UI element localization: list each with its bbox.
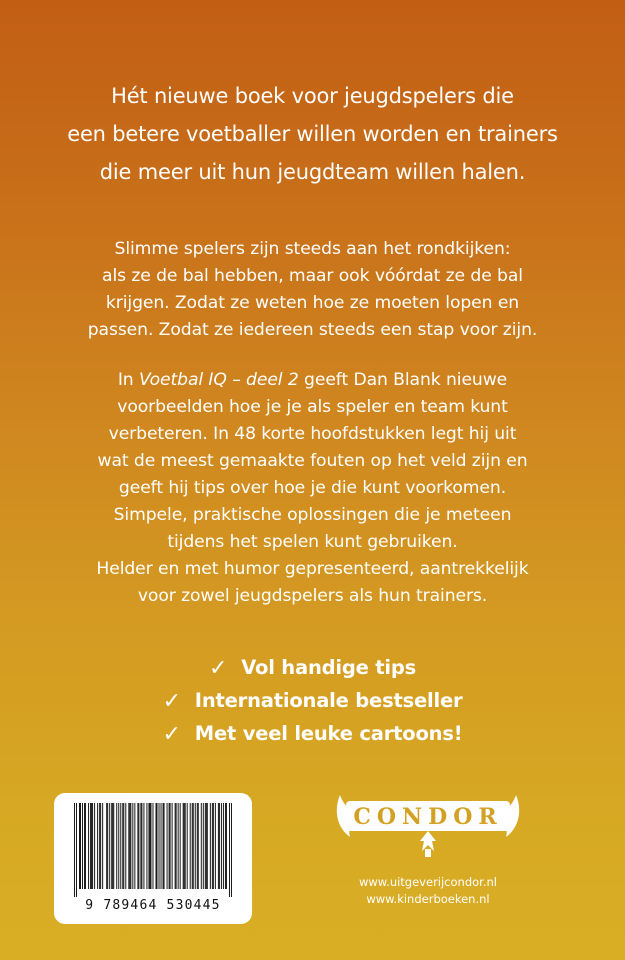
paragraph-line: tijdens het spelen kunt gebruiken. [167, 532, 458, 552]
feature-item [0, 651, 625, 684]
intro-line: een betere voetballer willen worden en trainers [67, 122, 558, 146]
barcode [54, 793, 252, 924]
publisher-urls [348, 874, 508, 908]
paragraph-line: geeft hij tips over hoe je die kunt voorkomen. [118, 478, 507, 498]
paragraph-line: Simpele, praktische oplossingen die je meteen [113, 505, 512, 525]
description-paragraph-2 [0, 367, 625, 610]
feature-item [0, 717, 625, 750]
intro-text [0, 77, 625, 191]
paragraph-line: wat de meest gemaakte fouten op het veld zijn en [97, 451, 528, 471]
description-paragraph-1 [0, 236, 625, 344]
feature-label: Internationale bestseller [194, 689, 463, 712]
paragraph-prefix: In [117, 370, 139, 390]
website-url: www.kinderboeken.nl [366, 892, 490, 906]
feature-label: Vol handige tips [241, 656, 417, 679]
intro-line: Hét nieuwe boek voor jeugdspelers die [111, 84, 514, 108]
feature-label: Met veel leuke cartoons! [194, 722, 463, 745]
condor-logo [328, 783, 528, 865]
paragraph-suffix: geeft Dan Blank nieuwe [298, 370, 508, 390]
paragraph-line: Helder en met humor gepresenteerd, aantrekkelijk [96, 559, 529, 579]
paragraph-line: verbeteren. In 48 korte hoofdstukken legt hij uit [108, 424, 517, 444]
paragraph-line: krijgen. Zodat ze weten hoe ze moeten lopen en [105, 293, 520, 313]
barcode-bars-icon [74, 803, 232, 897]
feature-item [0, 684, 625, 717]
paragraph-line [0, 367, 625, 394]
paragraph-line: als ze de bal hebben, maar ook vóórdat ze de bal [102, 266, 523, 286]
logo-text: CONDOR [353, 804, 503, 830]
paragraph-line: voorbeelden hoe je je als speler en team kunt [117, 397, 508, 417]
intro-line: die meer uit hun jeugdteam willen halen. [99, 160, 526, 184]
book-title: Voetbal IQ – deel 2 [138, 370, 299, 390]
paragraph-line: voor zowel jeugdspelers als hun trainers. [137, 586, 488, 606]
website-url: www.uitgeverijcondor.nl [359, 875, 497, 889]
feature-list [0, 651, 625, 750]
isbn-number: 9 789464 530445 [85, 898, 221, 913]
paragraph-line: passen. Zodat ze iedereen steeds een stap voor zijn. [87, 320, 538, 340]
checkmark-icon: ✓ [162, 722, 181, 747]
checkmark-icon: ✓ [162, 689, 181, 714]
checkmark-icon: ✓ [208, 656, 228, 681]
paragraph-line: Slimme spelers zijn steeds aan het rondkijken: [114, 239, 511, 259]
